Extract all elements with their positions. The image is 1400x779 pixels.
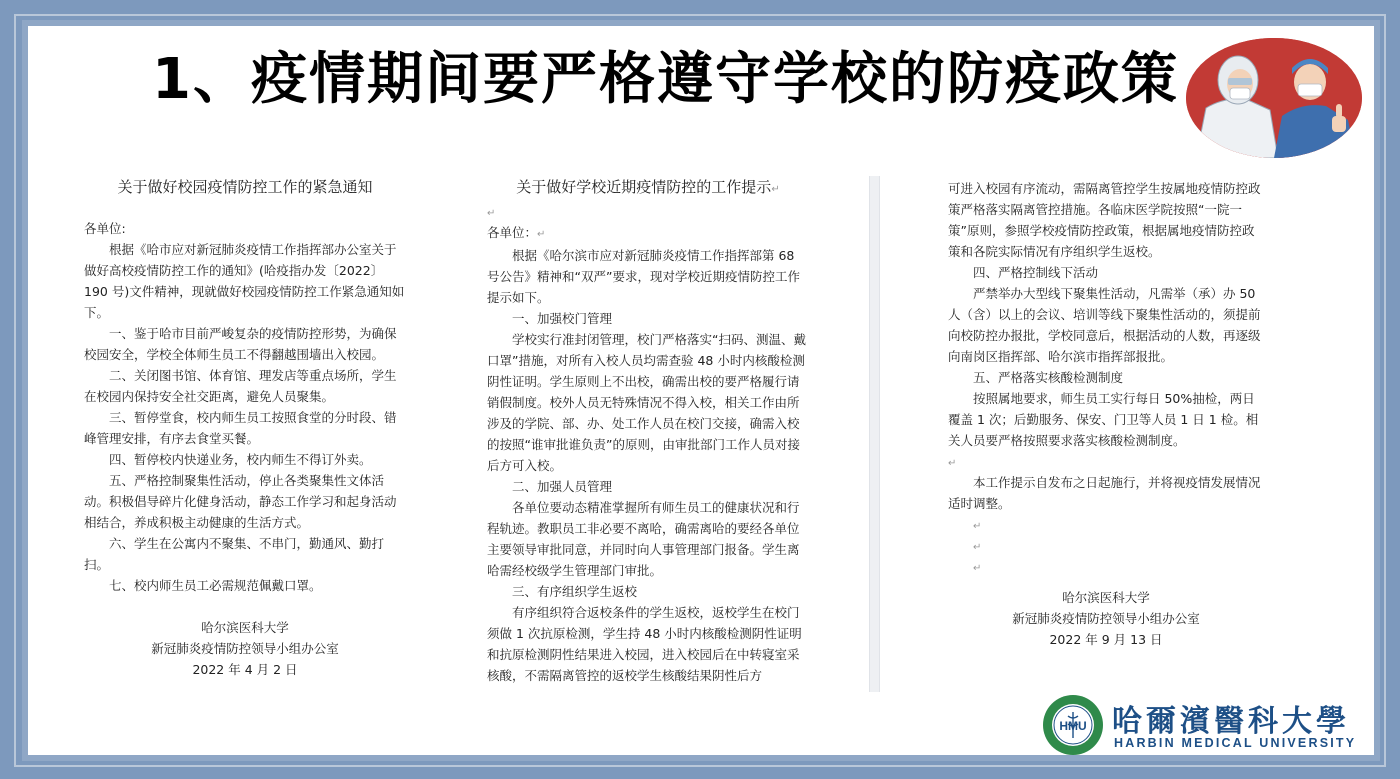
document-1-signature-office: 新冠肺炎疫情防控领导小组办公室 (151, 641, 339, 656)
document-3-paragraph: 可进入校园有序流动，需隔离管控学生按属地疫情防控政策严格落实隔离管控措施。各临床医学院按照“一院一策”原则，参照学校疫情防控政策，根据属地疫情防控政策和各院实际情况有序组织学生返校。 (948, 181, 1261, 259)
document-1-title: 关于做好校园疫情防控工作的紧急通知 (117, 178, 373, 196)
document-2-title-line (487, 176, 809, 201)
document-1-signature-org: 哈尔滨医科大学 (201, 620, 289, 635)
document-1-signature-date: 2022 年 4 月 2 日 (192, 662, 298, 677)
university-name-en: HARBIN MEDICAL UNIVERSITY (1114, 736, 1357, 750)
university-name-cn: 哈爾濱醫科大學 (1112, 704, 1350, 739)
return-mark: ↵ (973, 521, 982, 532)
document-2-paragraph: 各单位要动态精准掌握所有师生员工的健康状况和行程轨迹。教职员工非必要不离哈，确需离哈的要经各单位主要领导审批同意，并同时向人事管理部门报备。学生离哈需经校级学生管理部门审批。 (487, 500, 800, 578)
spacer (84, 596, 406, 617)
document-3-paragraph: 严禁举办大型线下聚集性活动，凡需举（承）办 50 人（含）以上的会议、培训等线下聚集性活动的，须提前向校防控办报批，学校同意后，根据活动的人数，再逐级向南岗区指挥部、哈尔滨市指挥部报批。 (948, 286, 1261, 364)
empty-line (487, 201, 809, 222)
return-mark: ↵ (973, 542, 982, 553)
document-3-heading: 五、严格落实核酸检测制度 (973, 370, 1124, 385)
document-3-signature-org: 哈尔滨医科大学 (1062, 590, 1150, 605)
return-mark: ↵ (973, 563, 982, 574)
medical-staff-illustration (1186, 38, 1362, 158)
document-3-paragraph: 按照属地要求，师生员工实行每日 50%抽检，两日覆盖 1 次；后勤服务、保安、门卫等人员 1 日 1 检。相关人员要严格按照要求落实核酸检测制度。 (948, 391, 1259, 448)
university-logo (1042, 694, 1362, 756)
document-2-heading: 一、加强校门管理 (512, 311, 613, 326)
page-separator (869, 176, 880, 692)
document-1-paragraph: 一、鉴于哈市目前严峻复杂的疫情防控形势，为确保校园安全，学校全体师生员工不得翻越围墙出入校园。 (84, 326, 397, 362)
document-3-signature-office: 新冠肺炎疫情防控领导小组办公室 (1012, 611, 1200, 626)
document-2-heading: 二、加强人员管理 (512, 479, 613, 494)
notice-document-2 (487, 176, 809, 686)
document-1-paragraph: 三、暂停堂食，校内师生员工按照食堂的分时段、错峰管理安排，有序去食堂买餐。 (84, 410, 397, 446)
document-3-signature-date: 2022 年 9 月 13 日 (1049, 632, 1163, 647)
document-2-title: 关于做好学校近期疫情防控的工作提示 (516, 178, 772, 196)
empty-line (948, 514, 1264, 535)
return-mark: ↵ (487, 208, 496, 219)
empty-line (948, 451, 1264, 472)
document-1-paragraph: 四、暂停校内快递业务，校内师生不得订外卖。 (109, 452, 372, 467)
slide-title: 1、疫情期间要严格遵守学校的防疫政策 (152, 47, 1179, 112)
document-2-paragraph: 有序组织符合返校条件的学生返校，返校学生在校门须做 1 次抗原检测，学生持 48 小时内核酸检测阴性证明和抗原检测阴性结果进入校园，进入校园后在中转寝室采核酸，不需隔离管控的返校学生核酸结果阴性后方 (487, 605, 802, 683)
document-1-paragraph: 根据《哈市应对新冠肺炎疫情工作指挥部办公室关于做好高校疫情防控工作的通知》(哈疫指办发〔2022〕190 号)文件精神，现就做好校园疫情防控工作紧急通知如下。 (84, 242, 405, 320)
empty-line (948, 535, 1264, 556)
notice-document-1 (84, 176, 406, 680)
document-3-heading: 四、严格控制线下活动 (973, 265, 1099, 280)
document-1-paragraph: 二、关闭图书馆、体育馆、理发店等重点场所，学生在校园内保持安全社交距离，避免人员聚集。 (84, 368, 397, 404)
document-2-heading: 三、有序组织学生返校 (512, 584, 638, 599)
document-1-paragraph: 六、学生在公寓内不聚集、不串门，勤通风、勤打扫。 (84, 536, 385, 572)
document-2-paragraph: 学校实行准封闭管理，校门严格落实“扫码、测温、戴口罩”措施，对所有入校人员均需查验 48 小时内核酸检测阴性证明。学生原则上不出校，确需出校的要严格履行请销假制度。校外人员无特殊情况不得入校，相关工作由所涉及的学院、部、办、处工作人员在校门交接，确需入校的按照“谁审批谁负责”的原则，由审批部门工作人员对接后方可入校。 (487, 332, 806, 473)
document-2-greeting: 各单位： (487, 225, 538, 240)
return-mark: ↵ (771, 184, 780, 195)
badge-text: HMU (1059, 719, 1087, 733)
document-2-paragraph: 根据《哈尔滨市应对新冠肺炎疫情工作指挥部第 68 号公告》精神和“双严”要求，现对学校近期疫情防控工作提示如下。 (487, 248, 800, 305)
document-2-greeting-line (487, 222, 809, 245)
return-mark: ↵ (537, 229, 546, 240)
document-3-paragraph: 本工作提示自发布之日起施行，并将视疫情发展情况适时调整。 (948, 475, 1261, 511)
notice-document-2-continued (948, 178, 1264, 650)
document-1-greeting: 各单位: (84, 221, 126, 236)
empty-line (948, 556, 1264, 577)
document-1-paragraph: 七、校内师生员工必需规范佩戴口罩。 (109, 578, 322, 593)
return-mark: ↵ (948, 458, 957, 469)
university-badge-icon (1042, 694, 1104, 756)
document-1-paragraph: 五、严格控制聚集性活动，停止各类聚集性文体活动。积极倡导碎片化健身活动，静态工作学习和起身活动相结合，养成积极主动健康的生活方式。 (84, 473, 397, 530)
spacer (948, 577, 1264, 587)
